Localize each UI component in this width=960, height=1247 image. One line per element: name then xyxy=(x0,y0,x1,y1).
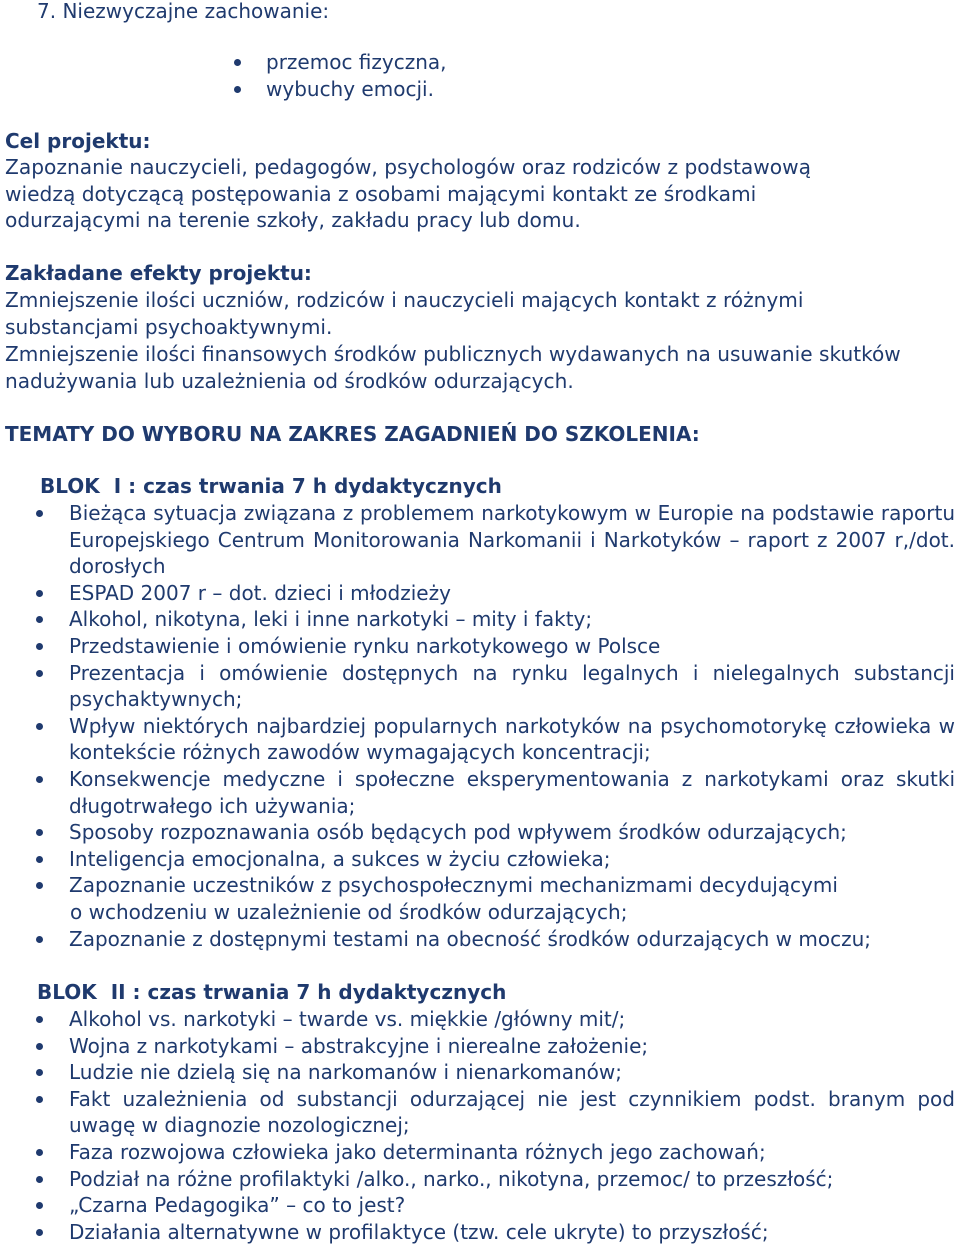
list-item: Inteligencja emocjonalna, a sukces w życiu człowieka; xyxy=(69,846,955,873)
list-item-continuation: o wchodzeniu w uzależnienie od środków odurzających; xyxy=(70,899,628,924)
list-item: Fakt uzależnienia od substancji odurzającej nie jest czynnikiem podst. branym pod uwagę w diagnozie nozologicznej; xyxy=(69,1086,955,1139)
bullet-icon xyxy=(36,723,43,730)
bullet-icon xyxy=(36,1229,43,1236)
blok-1-heading: BLOK I : czas trwania 7 h dydaktycznych xyxy=(40,474,502,498)
bullet-icon xyxy=(234,59,241,66)
cel-text: Zapoznanie nauczycieli, pedagogów, psychologów oraz rodziców z podstawową wiedzą dotyczącą postępowania z osobami mającymi kontakt ze środkami odurzającymi na terenie szkoły, zakładu pracy lub domu. xyxy=(5,155,812,233)
bullet-icon xyxy=(36,829,43,836)
bullet-icon xyxy=(36,1069,43,1076)
list-item: Zapoznanie uczestników z psychospołecznymi mechanizmami decydującymi xyxy=(69,872,955,899)
list-item: Wojna z narkotykami – abstrakcyjne i nierealne założenie; xyxy=(69,1033,955,1060)
list-item: Wpływ niektórych najbardziej popularnych narkotyków na psychomotorykę człowieka w kontekście różnych zawodów wymagających koncentracji; xyxy=(69,713,955,766)
bullet-icon xyxy=(36,590,43,597)
blok-1-list xyxy=(69,500,955,952)
blok-2-list xyxy=(69,1006,955,1245)
list-item: Działania alternatywne w profilaktyce (tzw. cele ukryte) to przyszłość; xyxy=(69,1219,955,1246)
bullet-icon xyxy=(36,1016,43,1023)
bullet-icon xyxy=(36,1202,43,1209)
tematy-heading: TEMATY DO WYBORU NA ZAKRES ZAGADNIEŃ DO SZKOLENIA: xyxy=(5,422,700,446)
efekty-heading: Zakładane efekty projektu: xyxy=(5,261,312,285)
list-item: Podział na różne profilaktyki /alko., narko., nikotyna, przemoc/ to przeszłość; xyxy=(69,1166,955,1193)
list-item: Prezentacja i omówienie dostępnych na rynku legalnych i nielegalnych substancji psychaktywnych; xyxy=(69,660,955,713)
list-item: wybuchy emocji. xyxy=(266,76,666,103)
bullet-icon xyxy=(36,616,43,623)
efekty-paragraph-1: Zmniejszenie ilości uczniów, rodziców i nauczycieli mających kontakt z różnymi substancjami psychoaktywnymi. xyxy=(5,288,804,339)
list-item: Sposoby rozpoznawania osób będących pod wpływem środków odurzających; xyxy=(69,819,955,846)
bullet-icon xyxy=(36,776,43,783)
bullet-icon xyxy=(36,510,43,517)
section-7-list xyxy=(266,49,666,102)
bullet-icon xyxy=(36,643,43,650)
bullet-icon xyxy=(36,1096,43,1103)
bullet-icon xyxy=(36,1043,43,1050)
bullet-icon xyxy=(36,1176,43,1183)
list-item: Alkohol vs. narkotyki – twarde vs. miękkie /główny mit/; xyxy=(69,1006,955,1033)
bullet-icon xyxy=(36,1149,43,1156)
list-item: Ludzie nie dzielą się na narkomanów i nienarkomanów; xyxy=(69,1059,955,1086)
list-item: Faza rozwojowa człowieka jako determinanta różnych jego zachowań; xyxy=(69,1139,955,1166)
bullet-icon xyxy=(36,936,43,943)
list-item: Zapoznanie z dostępnymi testami na obecność środków odurzających w moczu; xyxy=(69,926,955,953)
list-item: ESPAD 2007 r – dot. dzieci i młodzieży xyxy=(69,580,955,607)
cel-heading: Cel projektu: xyxy=(5,129,151,153)
list-item: Przedstawienie i omówienie rynku narkotykowego w Polsce xyxy=(69,633,955,660)
list-item: Alkohol, nikotyna, leki i inne narkotyki – mity i fakty; xyxy=(69,606,955,633)
efekty-paragraph-2: Zmniejszenie ilości finansowych środków publicznych wydawanych na usuwanie skutków nadużywania lub uzależnienia od środków odurzających. xyxy=(5,342,901,393)
list-item: Konsekwencje medyczne i społeczne eksperymentowania z narkotykami oraz skutki długotrwałego ich używania; xyxy=(69,766,955,819)
blok-2-heading: BLOK II : czas trwania 7 h dydaktycznych xyxy=(37,980,507,1004)
bullet-icon xyxy=(36,882,43,889)
list-item: przemoc fizyczna, xyxy=(266,49,666,76)
list-item: „Czarna Pedagogika” – co to jest? xyxy=(69,1192,955,1219)
bullet-icon xyxy=(36,856,43,863)
bullet-icon xyxy=(36,670,43,677)
section-7-heading: 7. Niezwyczajne zachowanie: xyxy=(37,0,330,23)
bullet-icon xyxy=(234,86,241,93)
list-item: Bieżąca sytuacja związana z problemem narkotykowym w Europie na podstawie raportu Europejskiego Centrum Monitorowania Narkomanii i Narkotyków – raport z 2007 r,/dot. dorosłych xyxy=(69,500,955,580)
